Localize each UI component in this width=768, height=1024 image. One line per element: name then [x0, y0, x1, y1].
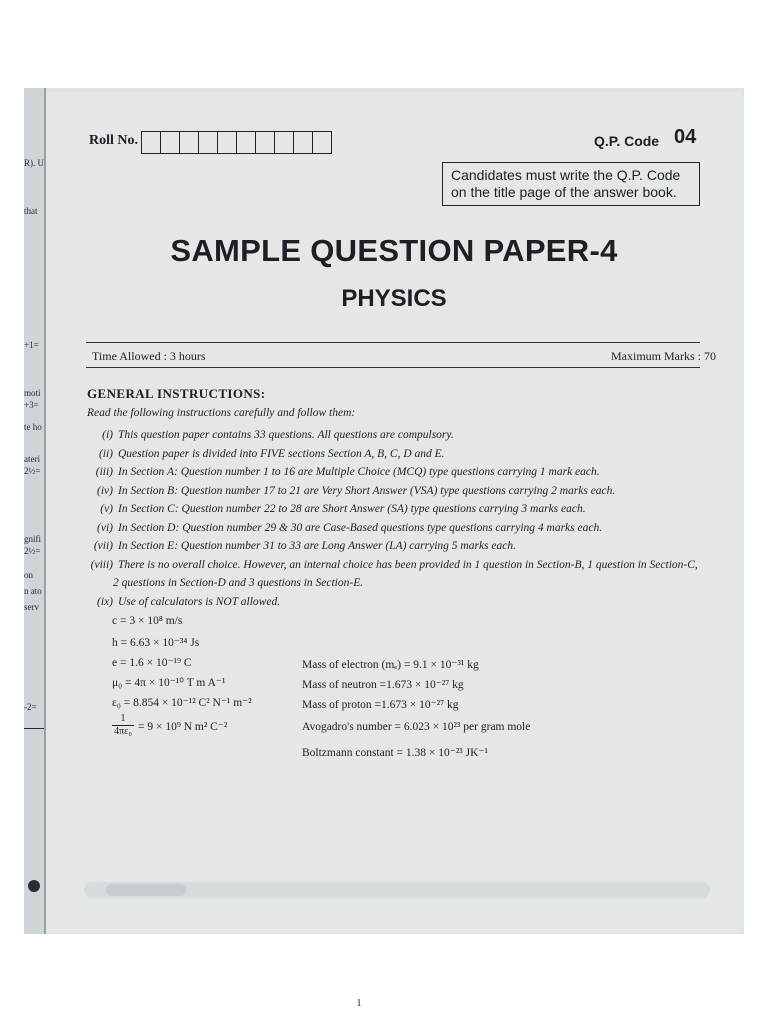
roll-box	[179, 131, 199, 154]
constant-avogadro: Avogadro's number = 6.023 × 10²³ per gram mole	[302, 721, 531, 733]
question-paper-page	[46, 92, 742, 934]
notice-line: Candidates must write the Q.P. Code	[451, 167, 681, 183]
instruction-item	[87, 445, 727, 464]
item-text: In Section E: Question number 31 to 33 are Long Answer (LA) carrying 5 marks each.	[118, 540, 516, 552]
paper-title: SAMPLE QUESTION PAPER-4	[170, 233, 618, 268]
coulomb-fraction	[112, 713, 134, 738]
time-allowed: Time Allowed : 3 hours	[92, 349, 206, 363]
instructions-heading: GENERAL INSTRUCTIONS:	[87, 386, 266, 401]
roll-box	[293, 131, 313, 154]
item-number: (viii)	[90, 558, 113, 571]
constant-neutron-mass: Mass of neutron =1.673 × 10⁻²⁷ kg	[302, 679, 464, 691]
item-text: There is no overall choice. However, an internal choice has been provided in 1 question in Section-B, 1 question in Section-C,	[118, 558, 698, 571]
photographed-page	[24, 88, 744, 934]
constant-boltzmann: Boltzmann constant = 1.38 × 10⁻²³ JK⁻¹	[302, 747, 488, 759]
instruction-item	[87, 426, 727, 445]
item-text: Question paper is divided into FIVE sections Section A, B, C, D and E.	[118, 447, 445, 460]
roll-box	[255, 131, 275, 154]
qp-code-number: 04	[674, 126, 697, 148]
fraction-denominator: 4πε₀	[112, 725, 134, 738]
constant-planck: h = 6.63 × 10⁻³⁴ Js	[112, 637, 200, 649]
subject-title: PHYSICS	[341, 285, 447, 312]
roll-box	[217, 131, 237, 154]
item-text: In Section D: Question number 29 & 30 are Case-Based questions type questions carrying 4 marks each.	[118, 521, 603, 534]
instruction-item	[87, 556, 727, 575]
constant-speed-of-light: c = 3 × 10⁸ m/s	[112, 615, 183, 627]
item-number: (vii)	[93, 540, 113, 552]
roll-box	[312, 131, 332, 154]
item-text: This question paper contains 33 questions. All questions are compulsory.	[118, 429, 454, 441]
fraction-numerator: 1	[120, 713, 126, 724]
item-text: In Section C: Question number 22 to 28 are Short Answer (SA) type questions carrying 3 marks each.	[118, 503, 586, 515]
constant-electron-charge: e = 1.6 × 10⁻¹⁹ C	[112, 657, 192, 669]
item-number: (v)	[100, 503, 113, 515]
instruction-item	[87, 482, 727, 501]
divider	[86, 367, 700, 368]
item-number: (iii)	[95, 466, 113, 478]
constant-permeability: μ₀ = 4π × 10⁻¹⁰ T m A⁻¹	[112, 677, 226, 689]
constant-electron-mass: Mass of electron (mₑ) = 9.1 × 10⁻³¹ kg	[302, 659, 479, 671]
qp-code-notice	[442, 162, 700, 206]
notice-line: on the title page of the answer book.	[451, 184, 677, 200]
instruction-item	[87, 593, 727, 612]
qp-code-label: Q.P. Code	[594, 133, 660, 149]
instruction-item	[87, 500, 727, 519]
item-number: (ix)	[97, 595, 113, 608]
divider	[86, 342, 700, 343]
constant-coulomb: = 9 × 10⁹ N m² C⁻²	[138, 721, 228, 733]
item-text: Use of calculators is NOT allowed.	[118, 595, 281, 608]
instructions-intro: Read the following instructions carefully and follow them:	[87, 407, 356, 419]
instructions-list	[87, 426, 727, 611]
roll-box	[274, 131, 294, 154]
instruction-item	[87, 463, 727, 482]
roll-box	[141, 131, 161, 154]
instruction-item	[87, 537, 727, 556]
item-number: (iv)	[97, 484, 113, 497]
maximum-marks: Maximum Marks : 70	[611, 349, 716, 363]
constant-proton-mass: Mass of proton =1.673 × 10⁻²⁷ kg	[302, 699, 459, 711]
item-number: (vi)	[97, 521, 113, 534]
instruction-item	[87, 519, 727, 538]
constant-permittivity: ε₀ = 8.854 × 10⁻¹² C² N⁻¹ m⁻²	[112, 697, 252, 709]
binding-ring	[28, 880, 40, 892]
roll-box	[198, 131, 218, 154]
item-text: In Section B: Question number 17 to 21 are Very Short Answer (VSA) type questions carrying 2 marks each.	[118, 484, 616, 497]
item-text: In Section A: Question number 1 to 16 are Multiple Choice (MCQ) type questions carrying 1 mark each.	[118, 466, 600, 478]
roll-box	[160, 131, 180, 154]
item-continuation: 2 questions in Section-D and 3 questions in Section-E.	[113, 577, 364, 589]
roll-number-boxes	[142, 131, 332, 154]
previous-page-edge: R). U that +1= moti +3= te ho ateri 2½= gnifi 2½= on n ato serv -2=	[24, 88, 46, 934]
roll-number-label: Roll No.	[89, 133, 138, 148]
footer-tag	[106, 884, 186, 896]
page-number: 1	[356, 998, 362, 1009]
roll-box	[236, 131, 256, 154]
item-number: (i)	[102, 429, 113, 441]
item-number: (ii)	[98, 447, 113, 460]
